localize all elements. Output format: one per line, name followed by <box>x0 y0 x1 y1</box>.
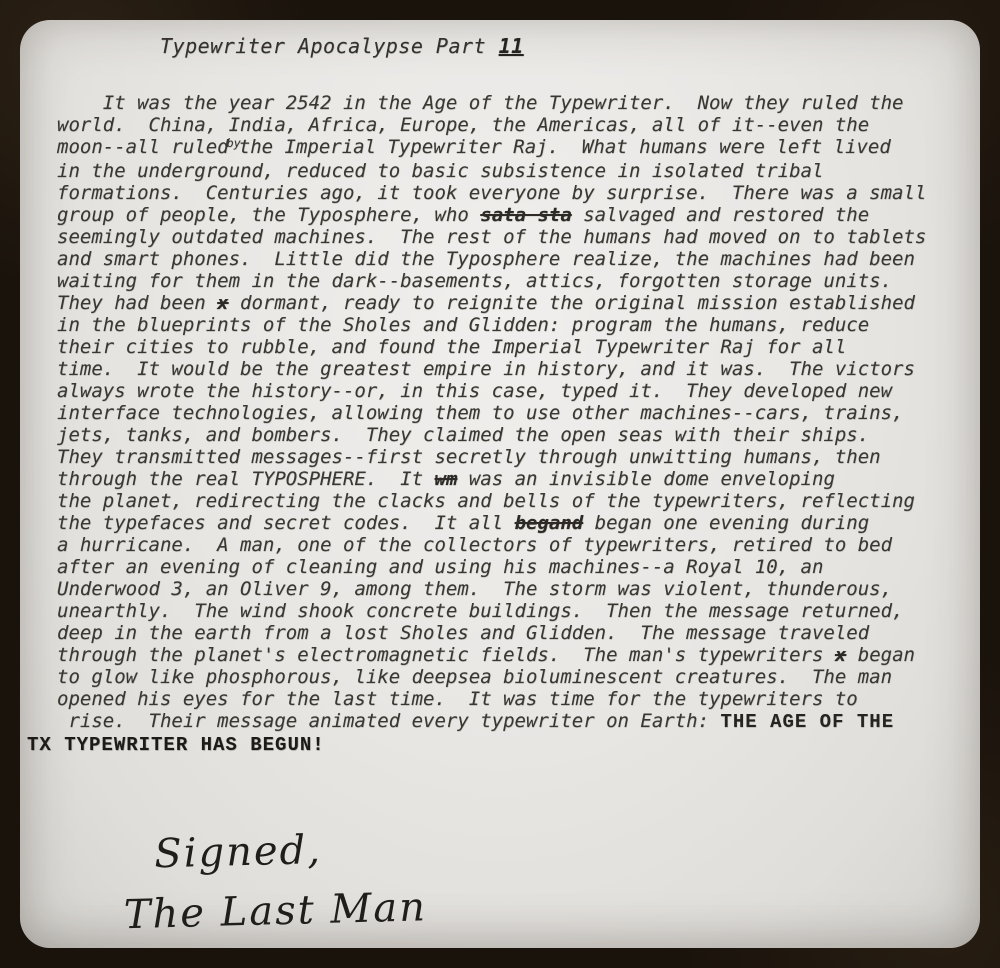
text-segment: Underwood 3, an Oliver 9, among them. The storm was violent, thunderous, <box>57 578 893 600</box>
text-segment: always wrote the history--or, in this case, typed it. They developed new <box>57 380 893 402</box>
body-line <box>57 578 970 600</box>
text-segment: group of people, the Typosphere, who <box>57 204 481 226</box>
text-segment: by <box>226 135 241 150</box>
text-segment: jets, tanks, and bombers. They claimed the open seas with their ships. <box>57 424 870 446</box>
text-segment: the Imperial Typewriter Raj. What humans were left lived <box>238 136 891 158</box>
text-segment: They transmitted messages--first secretly through unwitting humans, then <box>57 446 881 468</box>
text-segment: world. China, India, Africa, Europe, the Americas, all of it--even the <box>57 114 870 136</box>
body-line <box>57 314 970 336</box>
text-segment: the planet, redirecting the clacks and bells of the typewriters, reflecting <box>57 490 915 512</box>
body-text <box>27 92 970 756</box>
text-segment: formations. Centuries ago, it took everyone by surprise. There was a small <box>57 182 927 204</box>
text-segment: through the planet's electromagnetic fields. The man's typewriters <box>57 644 835 666</box>
text-segment: and smart phones. Little did the Typosphere realize, the machines had been <box>57 248 915 270</box>
document-title <box>160 34 970 58</box>
text-segment: their cities to rubble, and found the Imperial Typewriter Raj for all <box>57 336 847 358</box>
body-line <box>57 358 970 380</box>
body-line <box>57 160 970 182</box>
body-line <box>57 622 970 644</box>
body-line <box>27 733 970 756</box>
signature-signed: Signed, <box>153 827 323 878</box>
body-line <box>57 688 970 710</box>
text-segment: unearthly. The wind shook concrete buildings. Then the message returned, <box>57 600 904 622</box>
text-segment: 11 <box>498 34 524 58</box>
text-segment: moon--all ruled <box>57 136 229 158</box>
text-segment: begand <box>514 512 584 534</box>
body-line <box>57 446 970 468</box>
typewritten-page <box>20 20 980 948</box>
text-segment: to glow like phosphorous, like deepsea bioluminescent creatures. The man <box>57 666 893 688</box>
text-segment: seemingly outdated machines. The rest of the humans had moved on to tablets <box>57 226 927 248</box>
text-segment: in the blueprints of the Sholes and Glidden: program the humans, reduce <box>57 314 870 336</box>
body-line <box>57 204 970 226</box>
text-segment: wm <box>434 468 458 490</box>
body-line <box>57 336 970 358</box>
body-line <box>57 248 970 270</box>
body-line <box>57 136 970 160</box>
text-segment: began one evening during <box>583 512 870 534</box>
text-segment: was an invisible dome enveloping <box>457 468 835 490</box>
text-segment: salvaged and restored the <box>571 204 870 226</box>
text-segment: Typewriter Apocalypse Part <box>160 34 499 58</box>
text-segment: began <box>846 644 915 666</box>
text-segment: the typefaces and secret codes. It all <box>57 512 515 534</box>
body-line <box>57 270 970 292</box>
text-segment: a hurricane. A man, one of the collectors of typewriters, retired to bed <box>57 534 893 556</box>
body-line <box>57 424 970 446</box>
text-segment: waiting for them in the dark--basements, attics, forgotten storage units. <box>57 270 893 292</box>
body-line <box>57 710 970 733</box>
body-line <box>57 644 970 666</box>
body-line <box>57 226 970 248</box>
body-line <box>57 182 970 204</box>
text-segment: x <box>834 644 847 666</box>
body-line <box>57 600 970 622</box>
signature-name: The Last Man <box>123 884 428 939</box>
body-line <box>57 556 970 578</box>
text-segment: rise. Their message animated every typewriter on Earth: <box>57 710 721 732</box>
text-segment: after an evening of cleaning and using his machines--a Royal 10, an <box>57 556 824 578</box>
text-segment: opened his eyes for the last time. It was time for the typewriters to <box>57 688 858 710</box>
body-line <box>57 666 970 688</box>
body-line <box>57 92 970 114</box>
body-line <box>57 114 970 136</box>
body-line <box>57 468 970 490</box>
body-line <box>57 534 970 556</box>
text-segment: time. It would be the greatest empire in history, and it was. The victors <box>57 358 915 380</box>
text-segment: interface technologies, allowing them to use other machines--cars, trains, <box>57 402 904 424</box>
text-segment: sata sta <box>480 204 572 226</box>
text-segment: in the underground, reduced to basic subsistence in isolated tribal <box>57 160 824 182</box>
text-segment: They had been <box>57 292 218 314</box>
body-line <box>57 292 970 314</box>
text-segment: deep in the earth from a lost Sholes and Glidden. The message traveled <box>57 622 870 644</box>
text-segment: dormant, ready to reignite the original mission established <box>228 292 915 314</box>
body-line <box>57 402 970 424</box>
text-segment: through the real TYPOSPHERE. It <box>57 468 435 490</box>
text-segment: x <box>217 292 229 314</box>
body-line <box>57 380 970 402</box>
signature-block <box>56 810 971 940</box>
text-segment: TX TYPEWRITER HAS BEGUN! <box>27 734 325 756</box>
text-segment: THE AGE OF THE <box>720 711 895 733</box>
body-line <box>57 490 970 512</box>
text-segment: It was the year 2542 in the Age of the Typewriter. Now they ruled the <box>57 92 904 114</box>
body-line <box>57 512 970 534</box>
